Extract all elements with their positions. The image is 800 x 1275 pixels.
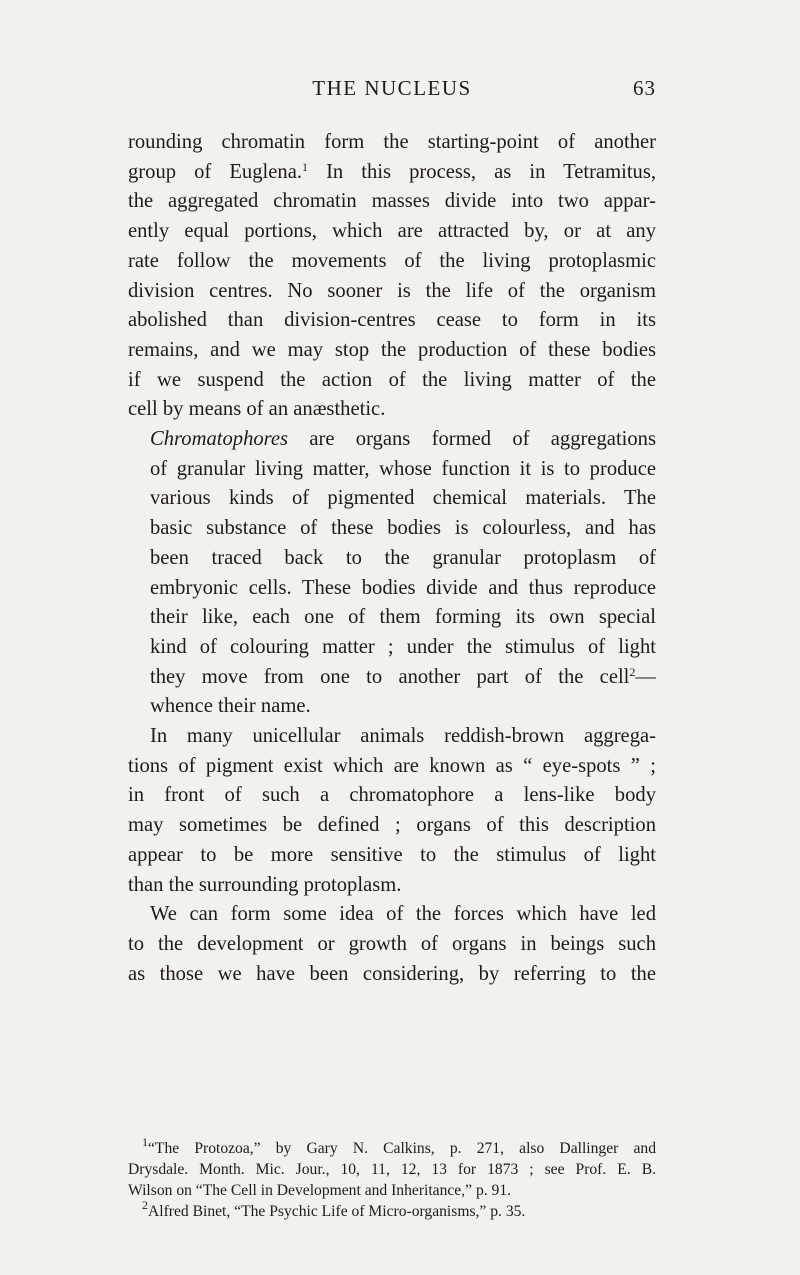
text-line: rounding chromatin form the starting-point of another <box>128 131 656 153</box>
footnote-marker: 2 <box>142 1198 148 1212</box>
text-line: division centres. No sooner is the life of the organism <box>128 279 656 302</box>
text-line: if we suspend the action of the living matter of the <box>128 368 656 391</box>
text-line: various kinds of pigmented chemical materials. The <box>150 487 656 510</box>
text-line: been traced back to the granular protoplasm of <box>150 546 656 569</box>
text-line: group of Euglena.$^1$ In this process, as in Tetramitus, <box>128 159 656 183</box>
footnote-ref[interactable]: 1 <box>301 159 308 174</box>
footnote-ref[interactable]: 2 <box>629 664 636 679</box>
text-line: tions of pigment exist which are known as “ eye-spots ” ; <box>128 754 656 777</box>
text-line: embryonic cells. These bodies divide and thus reproduce <box>150 576 656 599</box>
text-line: We can form some idea of the forces which have led <box>150 903 656 926</box>
running-head: THE NUCLEUS <box>312 76 472 100</box>
text-line: In many unicellular animals reddish-brown aggrega- <box>150 725 656 748</box>
text-line: their like, each one of them forming its own special <box>150 606 656 629</box>
text-line: they move from one to another part of the cell$^2$— <box>150 664 656 688</box>
text-line: abolished than division-centres cease to form in its <box>128 309 656 332</box>
text-line: as those we have been considering, by referring to the <box>128 962 656 985</box>
footnote-1-line: Drysdale. Month. Mic. Jour., 10, 11, 12, 13 for 1873 ; see Prof. E. B. <box>128 1161 656 1178</box>
text-line: basic substance of these bodies is colourless, and has <box>150 517 656 540</box>
page-number: 63 <box>633 76 656 100</box>
text-line: cell by means of an anæsthetic. <box>128 398 386 421</box>
footnote-1-line: Wilson on “The Cell in Development and Inheritance,” p. 91. <box>128 1182 512 1199</box>
text-line: rate follow the movements of the living protoplasmic <box>128 249 656 272</box>
text-line: in front of such a chromatophore a lens-like body <box>128 784 656 807</box>
footnote-2-line: $^2$Alfred Binet, “The Psychic Life of Micro-organisms,” p. 35. <box>142 1198 526 1220</box>
footnotes <box>128 1135 656 1222</box>
italic-term: Chromatophores <box>150 428 289 451</box>
paragraph-1 <box>128 128 656 425</box>
body-text <box>128 128 656 989</box>
footnote-marker: 1 <box>142 1135 148 1149</box>
text-line: the aggregated chromatin masses divide into two appar- <box>128 190 656 213</box>
text-line: appear to be more sensitive to the stimulus of light <box>128 843 656 866</box>
text-line: ently equal portions, which are attracted by, or at any <box>128 220 656 243</box>
text-line: to the development or growth of organs in beings such <box>128 932 656 955</box>
text-line: than the surrounding protoplasm. <box>128 873 402 896</box>
text-line: may sometimes be defined ; organs of this description <box>128 814 656 837</box>
text-line: of granular living matter, whose function it is to produce <box>150 457 656 480</box>
text-line: whence their name. <box>150 695 311 718</box>
paragraph-3 <box>128 722 656 900</box>
text-line: kind of colouring matter ; under the stimulus of light <box>150 635 656 658</box>
page-header <box>128 76 656 106</box>
footnote-1-line: $^1$“The Protozoa,” by Gary N. Calkins, p. 271, also Dallinger and <box>142 1135 656 1157</box>
paragraph-2 <box>128 425 656 722</box>
text-line: Chromatophores are organs formed of aggregations <box>150 428 656 451</box>
paragraph-4 <box>128 900 656 989</box>
text-line: remains, and we may stop the production of these bodies <box>128 338 656 361</box>
